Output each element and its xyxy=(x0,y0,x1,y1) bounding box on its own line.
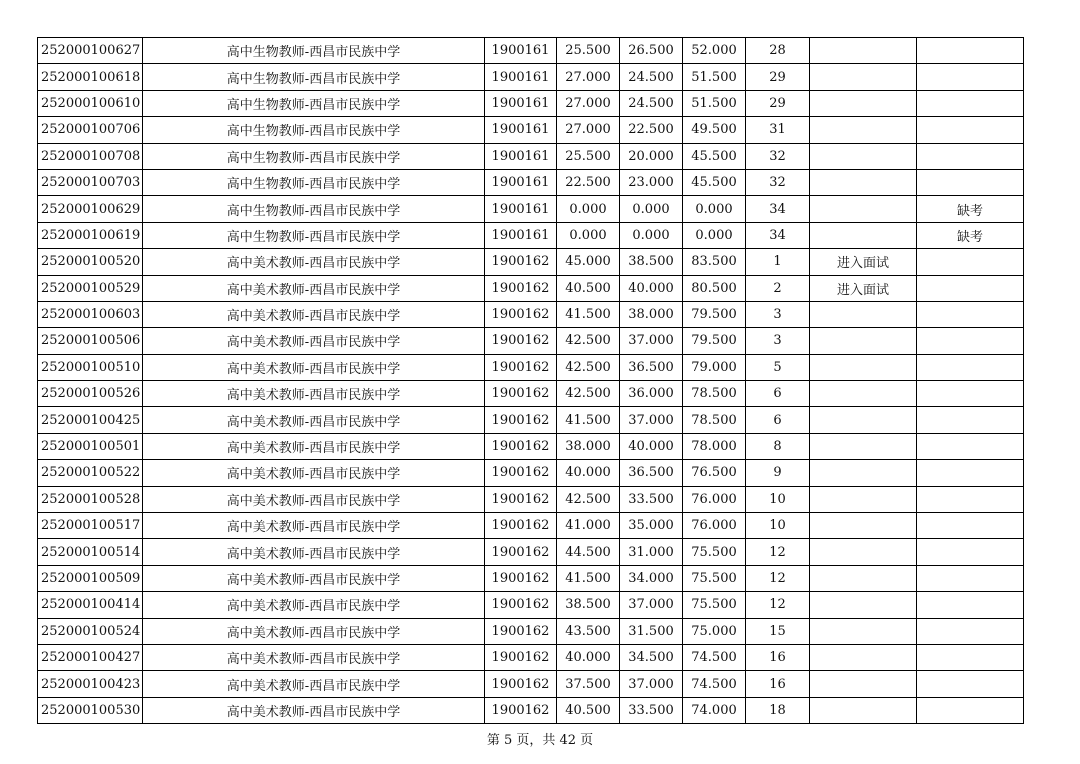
remark-cell xyxy=(917,697,1024,723)
position-code-cell: 1900162 xyxy=(485,592,557,618)
total-score-cell: 75.500 xyxy=(683,539,746,565)
interview-status-cell xyxy=(810,460,917,486)
exam-id-cell: 252000100423 xyxy=(38,671,143,697)
exam-id-cell: 252000100529 xyxy=(38,275,143,301)
position-code-cell: 1900162 xyxy=(485,275,557,301)
position-cell: 高中美术教师-西昌市民族中学 xyxy=(143,249,485,275)
position-code-cell: 1900162 xyxy=(485,301,557,327)
score-1-cell: 45.000 xyxy=(557,249,620,275)
total-score-cell: 76.000 xyxy=(683,513,746,539)
score-2-cell: 36.500 xyxy=(620,354,683,380)
table-row xyxy=(38,90,1024,116)
score-1-cell: 27.000 xyxy=(557,117,620,143)
interview-status-cell: 进入面试 xyxy=(810,275,917,301)
total-score-cell: 79.000 xyxy=(683,354,746,380)
interview-status-cell xyxy=(810,64,917,90)
table-row xyxy=(38,275,1024,301)
rank-cell: 6 xyxy=(746,407,810,433)
total-score-cell: 0.000 xyxy=(683,222,746,248)
position-cell: 高中美术教师-西昌市民族中学 xyxy=(143,275,485,301)
table-row xyxy=(38,565,1024,591)
score-1-cell: 43.500 xyxy=(557,618,620,644)
total-score-cell: 0.000 xyxy=(683,196,746,222)
exam-id-cell: 252000100627 xyxy=(38,38,143,64)
total-score-cell: 51.500 xyxy=(683,64,746,90)
remark-cell xyxy=(917,486,1024,512)
score-2-cell: 40.000 xyxy=(620,433,683,459)
interview-status-cell xyxy=(810,407,917,433)
table-row xyxy=(38,539,1024,565)
score-2-cell: 31.500 xyxy=(620,618,683,644)
remark-cell xyxy=(917,38,1024,64)
score-1-cell: 40.000 xyxy=(557,460,620,486)
score-2-cell: 0.000 xyxy=(620,196,683,222)
table-row xyxy=(38,460,1024,486)
interview-status-cell xyxy=(810,169,917,195)
total-score-cell: 78.000 xyxy=(683,433,746,459)
interview-status-cell xyxy=(810,644,917,670)
position-code-cell: 1900162 xyxy=(485,354,557,380)
total-score-cell: 45.500 xyxy=(683,143,746,169)
rank-cell: 8 xyxy=(746,433,810,459)
score-2-cell: 36.000 xyxy=(620,381,683,407)
exam-id-cell: 252000100610 xyxy=(38,90,143,116)
position-code-cell: 1900162 xyxy=(485,460,557,486)
rank-cell: 16 xyxy=(746,671,810,697)
score-2-cell: 37.000 xyxy=(620,592,683,618)
position-cell: 高中生物教师-西昌市民族中学 xyxy=(143,38,485,64)
exam-id-cell: 252000100501 xyxy=(38,433,143,459)
table-row xyxy=(38,592,1024,618)
exam-id-cell: 252000100506 xyxy=(38,328,143,354)
interview-status-cell xyxy=(810,143,917,169)
score-1-cell: 41.000 xyxy=(557,513,620,539)
position-cell: 高中生物教师-西昌市民族中学 xyxy=(143,143,485,169)
exam-id-cell: 252000100517 xyxy=(38,513,143,539)
total-score-cell: 74.000 xyxy=(683,697,746,723)
score-2-cell: 33.500 xyxy=(620,697,683,723)
position-code-cell: 1900161 xyxy=(485,38,557,64)
interview-status-cell xyxy=(810,486,917,512)
exam-id-cell: 252000100530 xyxy=(38,697,143,723)
exam-id-cell: 252000100629 xyxy=(38,196,143,222)
score-2-cell: 22.500 xyxy=(620,117,683,143)
score-1-cell: 42.500 xyxy=(557,381,620,407)
rank-cell: 16 xyxy=(746,644,810,670)
table-row xyxy=(38,644,1024,670)
exam-id-cell: 252000100703 xyxy=(38,169,143,195)
position-code-cell: 1900162 xyxy=(485,539,557,565)
position-cell: 高中美术教师-西昌市民族中学 xyxy=(143,671,485,697)
exam-id-cell: 252000100708 xyxy=(38,143,143,169)
position-code-cell: 1900161 xyxy=(485,64,557,90)
exam-id-cell: 252000100603 xyxy=(38,301,143,327)
rank-cell: 34 xyxy=(746,196,810,222)
interview-status-cell xyxy=(810,433,917,459)
table-row xyxy=(38,407,1024,433)
position-cell: 高中生物教师-西昌市民族中学 xyxy=(143,117,485,143)
position-cell: 高中生物教师-西昌市民族中学 xyxy=(143,222,485,248)
remark-cell xyxy=(917,64,1024,90)
score-1-cell: 22.500 xyxy=(557,169,620,195)
position-code-cell: 1900161 xyxy=(485,143,557,169)
table-row xyxy=(38,64,1024,90)
position-code-cell: 1900162 xyxy=(485,671,557,697)
position-code-cell: 1900162 xyxy=(485,513,557,539)
remark-cell xyxy=(917,169,1024,195)
score-1-cell: 42.500 xyxy=(557,486,620,512)
score-table xyxy=(37,37,1024,724)
exam-id-cell: 252000100618 xyxy=(38,64,143,90)
rank-cell: 32 xyxy=(746,143,810,169)
score-2-cell: 38.000 xyxy=(620,301,683,327)
position-code-cell: 1900162 xyxy=(485,381,557,407)
score-1-cell: 42.500 xyxy=(557,354,620,380)
position-cell: 高中美术教师-西昌市民族中学 xyxy=(143,513,485,539)
position-code-cell: 1900161 xyxy=(485,90,557,116)
score-1-cell: 0.000 xyxy=(557,222,620,248)
score-1-cell: 41.500 xyxy=(557,565,620,591)
position-code-cell: 1900162 xyxy=(485,618,557,644)
total-score-cell: 75.500 xyxy=(683,565,746,591)
table-row xyxy=(38,117,1024,143)
rank-cell: 6 xyxy=(746,381,810,407)
remark-cell xyxy=(917,407,1024,433)
remark-cell xyxy=(917,275,1024,301)
score-1-cell: 40.000 xyxy=(557,644,620,670)
position-code-cell: 1900162 xyxy=(485,697,557,723)
exam-id-cell: 252000100524 xyxy=(38,618,143,644)
score-1-cell: 25.500 xyxy=(557,38,620,64)
table-row xyxy=(38,169,1024,195)
remark-cell xyxy=(917,381,1024,407)
position-code-cell: 1900162 xyxy=(485,328,557,354)
score-1-cell: 40.500 xyxy=(557,275,620,301)
rank-cell: 3 xyxy=(746,301,810,327)
score-2-cell: 36.500 xyxy=(620,460,683,486)
position-code-cell: 1900161 xyxy=(485,196,557,222)
remark-cell xyxy=(917,644,1024,670)
score-2-cell: 24.500 xyxy=(620,64,683,90)
remark-cell xyxy=(917,354,1024,380)
score-1-cell: 27.000 xyxy=(557,64,620,90)
position-code-cell: 1900161 xyxy=(485,222,557,248)
score-2-cell: 0.000 xyxy=(620,222,683,248)
rank-cell: 29 xyxy=(746,90,810,116)
rank-cell: 10 xyxy=(746,513,810,539)
rank-cell: 12 xyxy=(746,565,810,591)
exam-id-cell: 252000100619 xyxy=(38,222,143,248)
rank-cell: 2 xyxy=(746,275,810,301)
total-score-cell: 49.500 xyxy=(683,117,746,143)
interview-status-cell xyxy=(810,513,917,539)
remark-cell xyxy=(917,671,1024,697)
table-row xyxy=(38,433,1024,459)
remark-cell xyxy=(917,301,1024,327)
rank-cell: 5 xyxy=(746,354,810,380)
remark-cell: 缺考 xyxy=(917,196,1024,222)
total-score-cell: 52.000 xyxy=(683,38,746,64)
rank-cell: 1 xyxy=(746,249,810,275)
position-cell: 高中美术教师-西昌市民族中学 xyxy=(143,486,485,512)
interview-status-cell xyxy=(810,592,917,618)
score-2-cell: 31.000 xyxy=(620,539,683,565)
score-2-cell: 38.500 xyxy=(620,249,683,275)
remark-cell xyxy=(917,90,1024,116)
position-cell: 高中美术教师-西昌市民族中学 xyxy=(143,644,485,670)
position-code-cell: 1900162 xyxy=(485,433,557,459)
position-code-cell: 1900161 xyxy=(485,169,557,195)
exam-id-cell: 252000100522 xyxy=(38,460,143,486)
position-code-cell: 1900162 xyxy=(485,486,557,512)
score-2-cell: 37.000 xyxy=(620,407,683,433)
remark-cell: 缺考 xyxy=(917,222,1024,248)
table-row xyxy=(38,618,1024,644)
position-cell: 高中美术教师-西昌市民族中学 xyxy=(143,328,485,354)
score-1-cell: 25.500 xyxy=(557,143,620,169)
exam-id-cell: 252000100414 xyxy=(38,592,143,618)
position-code-cell: 1900161 xyxy=(485,117,557,143)
position-cell: 高中美术教师-西昌市民族中学 xyxy=(143,565,485,591)
exam-id-cell: 252000100509 xyxy=(38,565,143,591)
table-row xyxy=(38,697,1024,723)
interview-status-cell xyxy=(810,697,917,723)
remark-cell xyxy=(917,143,1024,169)
position-cell: 高中美术教师-西昌市民族中学 xyxy=(143,618,485,644)
rank-cell: 31 xyxy=(746,117,810,143)
position-code-cell: 1900162 xyxy=(485,565,557,591)
table-row xyxy=(38,301,1024,327)
table-row xyxy=(38,381,1024,407)
position-code-cell: 1900162 xyxy=(485,407,557,433)
score-1-cell: 27.000 xyxy=(557,90,620,116)
rank-cell: 34 xyxy=(746,222,810,248)
exam-id-cell: 252000100425 xyxy=(38,407,143,433)
remark-cell xyxy=(917,433,1024,459)
rank-cell: 12 xyxy=(746,592,810,618)
rank-cell: 29 xyxy=(746,64,810,90)
total-score-cell: 76.500 xyxy=(683,460,746,486)
score-2-cell: 34.500 xyxy=(620,644,683,670)
score-1-cell: 38.000 xyxy=(557,433,620,459)
exam-id-cell: 252000100514 xyxy=(38,539,143,565)
total-score-cell: 83.500 xyxy=(683,249,746,275)
remark-cell xyxy=(917,592,1024,618)
interview-status-cell xyxy=(810,117,917,143)
position-code-cell: 1900162 xyxy=(485,644,557,670)
interview-status-cell xyxy=(810,38,917,64)
interview-status-cell xyxy=(810,565,917,591)
score-2-cell: 33.500 xyxy=(620,486,683,512)
score-1-cell: 0.000 xyxy=(557,196,620,222)
table-row xyxy=(38,249,1024,275)
position-cell: 高中美术教师-西昌市民族中学 xyxy=(143,697,485,723)
rank-cell: 32 xyxy=(746,169,810,195)
exam-id-cell: 252000100706 xyxy=(38,117,143,143)
total-score-cell: 74.500 xyxy=(683,671,746,697)
table-body xyxy=(38,38,1024,724)
position-cell: 高中美术教师-西昌市民族中学 xyxy=(143,381,485,407)
score-2-cell: 34.000 xyxy=(620,565,683,591)
position-cell: 高中美术教师-西昌市民族中学 xyxy=(143,301,485,327)
table-row xyxy=(38,38,1024,64)
interview-status-cell xyxy=(810,618,917,644)
interview-status-cell xyxy=(810,90,917,116)
position-code-cell: 1900162 xyxy=(485,249,557,275)
table-row xyxy=(38,196,1024,222)
score-1-cell: 41.500 xyxy=(557,407,620,433)
score-1-cell: 44.500 xyxy=(557,539,620,565)
score-2-cell: 20.000 xyxy=(620,143,683,169)
position-cell: 高中美术教师-西昌市民族中学 xyxy=(143,407,485,433)
total-score-cell: 75.000 xyxy=(683,618,746,644)
remark-cell xyxy=(917,117,1024,143)
total-score-cell: 79.500 xyxy=(683,328,746,354)
position-cell: 高中美术教师-西昌市民族中学 xyxy=(143,354,485,380)
interview-status-cell xyxy=(810,354,917,380)
position-cell: 高中生物教师-西昌市民族中学 xyxy=(143,64,485,90)
interview-status-cell xyxy=(810,328,917,354)
table-row xyxy=(38,328,1024,354)
interview-status-cell xyxy=(810,222,917,248)
remark-cell xyxy=(917,565,1024,591)
position-cell: 高中美术教师-西昌市民族中学 xyxy=(143,433,485,459)
interview-status-cell xyxy=(810,196,917,222)
table-row xyxy=(38,671,1024,697)
total-score-cell: 76.000 xyxy=(683,486,746,512)
exam-id-cell: 252000100520 xyxy=(38,249,143,275)
table-row xyxy=(38,486,1024,512)
score-1-cell: 38.500 xyxy=(557,592,620,618)
table-row xyxy=(38,354,1024,380)
score-1-cell: 37.500 xyxy=(557,671,620,697)
total-score-cell: 75.500 xyxy=(683,592,746,618)
score-2-cell: 37.000 xyxy=(620,671,683,697)
score-2-cell: 40.000 xyxy=(620,275,683,301)
total-score-cell: 74.500 xyxy=(683,644,746,670)
rank-cell: 10 xyxy=(746,486,810,512)
total-score-cell: 51.500 xyxy=(683,90,746,116)
remark-cell xyxy=(917,618,1024,644)
position-cell: 高中美术教师-西昌市民族中学 xyxy=(143,539,485,565)
remark-cell xyxy=(917,460,1024,486)
remark-cell xyxy=(917,328,1024,354)
interview-status-cell xyxy=(810,381,917,407)
interview-status-cell xyxy=(810,301,917,327)
rank-cell: 28 xyxy=(746,38,810,64)
exam-id-cell: 252000100528 xyxy=(38,486,143,512)
score-2-cell: 37.000 xyxy=(620,328,683,354)
total-score-cell: 45.500 xyxy=(683,169,746,195)
rank-cell: 15 xyxy=(746,618,810,644)
rank-cell: 9 xyxy=(746,460,810,486)
position-cell: 高中生物教师-西昌市民族中学 xyxy=(143,196,485,222)
position-cell: 高中美术教师-西昌市民族中学 xyxy=(143,592,485,618)
total-score-cell: 78.500 xyxy=(683,381,746,407)
total-score-cell: 78.500 xyxy=(683,407,746,433)
rank-cell: 18 xyxy=(746,697,810,723)
interview-status-cell xyxy=(810,539,917,565)
table-row xyxy=(38,222,1024,248)
exam-id-cell: 252000100526 xyxy=(38,381,143,407)
exam-id-cell: 252000100510 xyxy=(38,354,143,380)
total-score-cell: 80.500 xyxy=(683,275,746,301)
remark-cell xyxy=(917,249,1024,275)
score-2-cell: 35.000 xyxy=(620,513,683,539)
score-2-cell: 23.000 xyxy=(620,169,683,195)
position-cell: 高中生物教师-西昌市民族中学 xyxy=(143,90,485,116)
position-cell: 高中生物教师-西昌市民族中学 xyxy=(143,169,485,195)
rank-cell: 3 xyxy=(746,328,810,354)
score-1-cell: 41.500 xyxy=(557,301,620,327)
score-1-cell: 40.500 xyxy=(557,697,620,723)
page-footer: 第 5 页，共 42 页 xyxy=(486,733,594,748)
interview-status-cell xyxy=(810,671,917,697)
table-row xyxy=(38,513,1024,539)
position-cell: 高中美术教师-西昌市民族中学 xyxy=(143,460,485,486)
total-score-cell: 79.500 xyxy=(683,301,746,327)
score-2-cell: 24.500 xyxy=(620,90,683,116)
remark-cell xyxy=(917,539,1024,565)
remark-cell xyxy=(917,513,1024,539)
table-row xyxy=(38,143,1024,169)
score-1-cell: 42.500 xyxy=(557,328,620,354)
score-2-cell: 26.500 xyxy=(620,38,683,64)
exam-id-cell: 252000100427 xyxy=(38,644,143,670)
rank-cell: 12 xyxy=(746,539,810,565)
interview-status-cell: 进入面试 xyxy=(810,249,917,275)
